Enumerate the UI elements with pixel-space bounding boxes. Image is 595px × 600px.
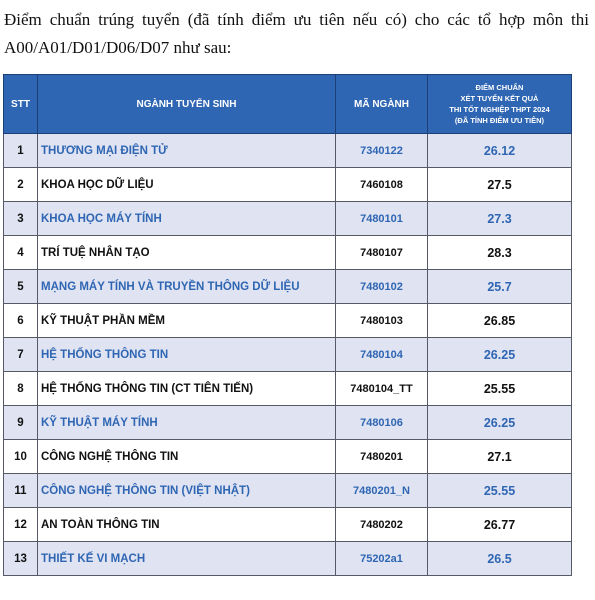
cell-stt: 9 (4, 406, 38, 440)
header-score-line-1: ĐIỂM CHUẨN (475, 83, 524, 92)
cell-score: 26.5 (428, 542, 572, 576)
cell-code: 75202a1 (336, 542, 428, 576)
cell-stt: 4 (4, 236, 38, 270)
header-score (428, 75, 572, 134)
cell-stt: 3 (4, 202, 38, 236)
cell-major: MẠNG MÁY TÍNH VÀ TRUYỀN THÔNG DỮ LIỆU (38, 270, 336, 304)
cell-stt: 5 (4, 270, 38, 304)
admission-table-container (3, 74, 571, 576)
cell-score: 26.25 (428, 338, 572, 372)
cell-code: 7340122 (336, 134, 428, 168)
cell-stt: 13 (4, 542, 38, 576)
cell-stt: 10 (4, 440, 38, 474)
cell-code: 7480106 (336, 406, 428, 440)
cell-code: 7480104 (336, 338, 428, 372)
cell-major: KHOA HỌC DỮ LIỆU (38, 168, 336, 202)
cell-major: KHOA HỌC MÁY TÍNH (38, 202, 336, 236)
table-row (4, 474, 572, 508)
cell-code: 7480201 (336, 440, 428, 474)
cell-code: 7480102 (336, 270, 428, 304)
cell-score: 27.3 (428, 202, 572, 236)
intro-line-2: A00/A01/D01/D06/D07 như sau: (4, 38, 232, 57)
cell-major: HỆ THỐNG THÔNG TIN (38, 338, 336, 372)
cell-stt: 8 (4, 372, 38, 406)
table-header-row (4, 75, 572, 134)
header-stt: STT (4, 75, 38, 134)
cell-stt: 7 (4, 338, 38, 372)
cell-major: TRÍ TUỆ NHÂN TẠO (38, 236, 336, 270)
cell-major: HỆ THỐNG THÔNG TIN (CT TIÊN TIẾN) (38, 372, 336, 406)
cell-major: THIẾT KẾ VI MẠCH (38, 542, 336, 576)
cell-major: CÔNG NGHỆ THÔNG TIN (38, 440, 336, 474)
table-row (4, 168, 572, 202)
cell-score: 26.85 (428, 304, 572, 338)
cell-major: THƯƠNG MẠI ĐIỆN TỬ (38, 134, 336, 168)
cell-score: 25.7 (428, 270, 572, 304)
table-row (4, 542, 572, 576)
intro-line-1: Điểm chuẩn trúng tuyển (đã tính điểm ưu tiên nếu có) cho các tổ hợp môn thi (4, 10, 589, 29)
table-row (4, 508, 572, 542)
header-score-line-2: XÉT TUYỂN KẾT QUẢ (460, 94, 539, 103)
cell-score: 26.77 (428, 508, 572, 542)
table-row (4, 338, 572, 372)
cell-major: KỸ THUẬT PHẦN MỀM (38, 304, 336, 338)
cell-code: 7460108 (336, 168, 428, 202)
cell-code: 7480201_N (336, 474, 428, 508)
cell-code: 7480104_TT (336, 372, 428, 406)
table-row (4, 270, 572, 304)
table-row (4, 372, 572, 406)
cell-major: AN TOÀN THÔNG TIN (38, 508, 336, 542)
cell-stt: 2 (4, 168, 38, 202)
table-row (4, 202, 572, 236)
table-row (4, 134, 572, 168)
header-code: MÃ NGÀNH (336, 75, 428, 134)
cell-code: 7480202 (336, 508, 428, 542)
cell-code: 7480101 (336, 202, 428, 236)
cell-major: KỸ THUẬT MÁY TÍNH (38, 406, 336, 440)
cell-score: 25.55 (428, 474, 572, 508)
table-body (4, 134, 572, 576)
cell-score: 26.25 (428, 406, 572, 440)
table-row (4, 440, 572, 474)
cell-stt: 11 (4, 474, 38, 508)
cell-score: 26.12 (428, 134, 572, 168)
cell-major: CÔNG NGHỆ THÔNG TIN (VIỆT NHẬT) (38, 474, 336, 508)
table-row (4, 236, 572, 270)
table-row (4, 406, 572, 440)
cell-code: 7480103 (336, 304, 428, 338)
cell-score: 25.55 (428, 372, 572, 406)
cell-stt: 1 (4, 134, 38, 168)
cell-score: 27.5 (428, 168, 572, 202)
header-major: NGÀNH TUYỂN SINH (38, 75, 336, 134)
admission-score-table (3, 74, 572, 576)
cell-stt: 12 (4, 508, 38, 542)
intro-paragraph (4, 6, 589, 62)
cell-code: 7480107 (336, 236, 428, 270)
header-score-line-3: THI TỐT NGHIỆP THPT 2024 (449, 105, 550, 114)
cell-score: 28.3 (428, 236, 572, 270)
header-score-line-4: (ĐÃ TÍNH ĐIỂM ƯU TIÊN) (454, 116, 545, 125)
table-row (4, 304, 572, 338)
cell-score: 27.1 (428, 440, 572, 474)
cell-stt: 6 (4, 304, 38, 338)
